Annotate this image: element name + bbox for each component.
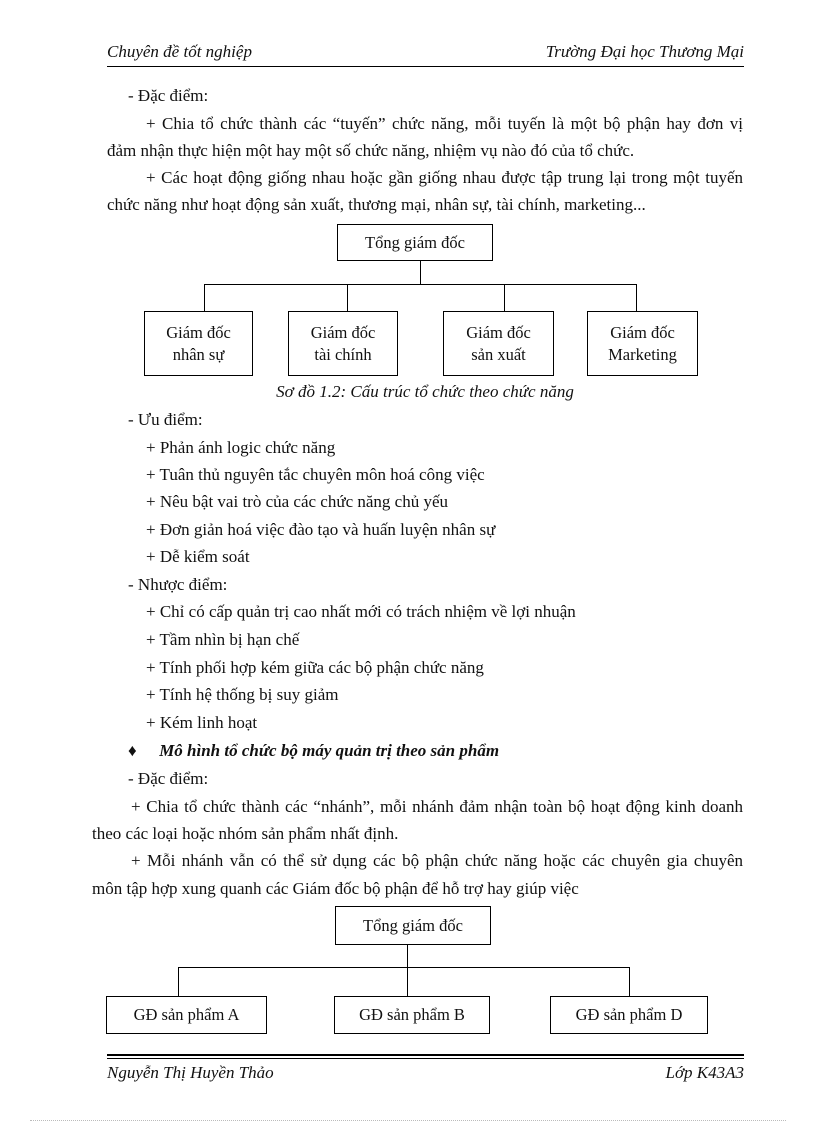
box-label: Giám đốc [466, 322, 531, 342]
list-item: + Tầm nhìn bị hạn chế [146, 630, 300, 649]
box-label: Giám đốc [166, 322, 231, 342]
box-label: Tổng giám đốc [365, 232, 465, 252]
diagram-box-product-d [550, 996, 708, 1034]
box-label: sản xuất [471, 344, 526, 364]
connector [636, 284, 637, 311]
paragraph-line: chức năng như hoạt động sản xuất, thương mại, nhân sự, tài chính, marketing... [107, 195, 646, 214]
section-title [128, 741, 499, 761]
feature-heading: - Đặc điểm: [128, 769, 209, 788]
connector [407, 944, 408, 967]
box-label: Giám đốc [310, 322, 376, 342]
connector [504, 284, 505, 311]
diagram-box-finance [288, 311, 398, 376]
list-item: + Tính phối hợp kém giữa các bộ phận chức năng [146, 658, 484, 677]
list-item: + Chỉ có cấp quản trị cao nhất mới có trách nhiệm về lợi nhuận [146, 602, 576, 621]
box-label: GĐ sản phẩm D [575, 1005, 683, 1024]
diagram-box-product-a [106, 996, 267, 1034]
list-item: + Tính hệ thống bị suy giảm [146, 685, 339, 704]
paragraph-line: + Chia tổ chức thành các “nhánh”, mỗi nhánh đảm nhận toàn bộ hoạt động kinh doanh [131, 797, 743, 816]
list-item: + Dễ kiểm soát [146, 547, 250, 566]
feature-heading: - Đặc điểm: [128, 86, 209, 105]
connector [178, 967, 630, 968]
paragraph-line: + Mỗi nhánh vẫn có thể sử dụng các bộ phận chức năng hoặc các chuyên gia chuyên [131, 851, 743, 870]
footer-left: Nguyễn Thị Huyền Thảo [107, 1063, 274, 1082]
box-label: Giám đốc [610, 322, 675, 342]
connector [629, 967, 630, 996]
diagram-box-hr [144, 311, 253, 376]
paragraph-line: theo các loại hoặc nhóm sản phẩm nhất định. [92, 824, 399, 843]
paragraph-line: + Các hoạt động giống nhau hoặc gần giống nhau được tập trung lại trong một tuyến [146, 168, 743, 187]
advantages-heading: - Ưu điểm: [128, 410, 203, 429]
diagram-box-production [443, 311, 554, 376]
box-label: GĐ sản phẩm B [359, 1005, 465, 1024]
paragraph-line: đảm nhận thực hiện một hay một số chức năng, nhiệm vụ nào đó của tổ chức. [107, 141, 635, 160]
box-label: Tổng giám đốc [363, 915, 463, 935]
box-label: nhân sự [172, 344, 225, 364]
list-item: + Kém linh hoạt [146, 713, 258, 732]
connector [204, 284, 637, 285]
diagram-box-ceo [335, 906, 491, 945]
connector [420, 260, 421, 284]
connector [204, 284, 205, 311]
diagram-box-marketing [587, 311, 698, 376]
paragraph-line: môn tập hợp xung quanh các Giám đốc bộ phận để hỗ trợ hay giúp việc [92, 879, 579, 898]
header-rule [107, 66, 744, 67]
footer-rule [107, 1058, 744, 1059]
connector [178, 967, 179, 996]
diamond-bullet-icon: ♦ [128, 741, 137, 760]
diagram-box-product-b [334, 996, 490, 1034]
connector [407, 967, 408, 996]
header-left: Chuyên đề tốt nghiệp [107, 42, 252, 61]
header-right: Trường Đại học Thương Mại [545, 42, 744, 61]
disadvantages-heading: - Nhược điểm: [128, 575, 228, 594]
list-item: + Nêu bật vai trò của các chức năng chủ yếu [146, 492, 448, 511]
diagram-caption: Sơ đồ 1.2: Cấu trúc tổ chức theo chức năng [276, 382, 574, 401]
section-title-text: Mô hình tổ chức bộ máy quản trị theo sản phẩm [159, 741, 500, 760]
footer-right: Lớp K43A3 [665, 1063, 744, 1082]
paragraph-line: + Chia tổ chức thành các “tuyến” chức năng, mỗi tuyến là một bộ phận hay đơn vị [146, 114, 743, 133]
box-label: GĐ sản phẩm A [133, 1005, 240, 1024]
list-item: + Tuân thủ nguyên tắc chuyên môn hoá công việc [146, 465, 485, 484]
box-label: Marketing [608, 344, 677, 364]
list-item: + Đơn giản hoá việc đào tạo và huấn luyện nhân sự [146, 520, 496, 539]
connector [347, 284, 348, 311]
list-item: + Phản ánh logic chức năng [146, 438, 336, 457]
box-label: tài chính [314, 344, 372, 364]
diagram-box-ceo [337, 224, 493, 261]
footer-rule [107, 1054, 744, 1056]
page-edge-divider [30, 1120, 786, 1121]
